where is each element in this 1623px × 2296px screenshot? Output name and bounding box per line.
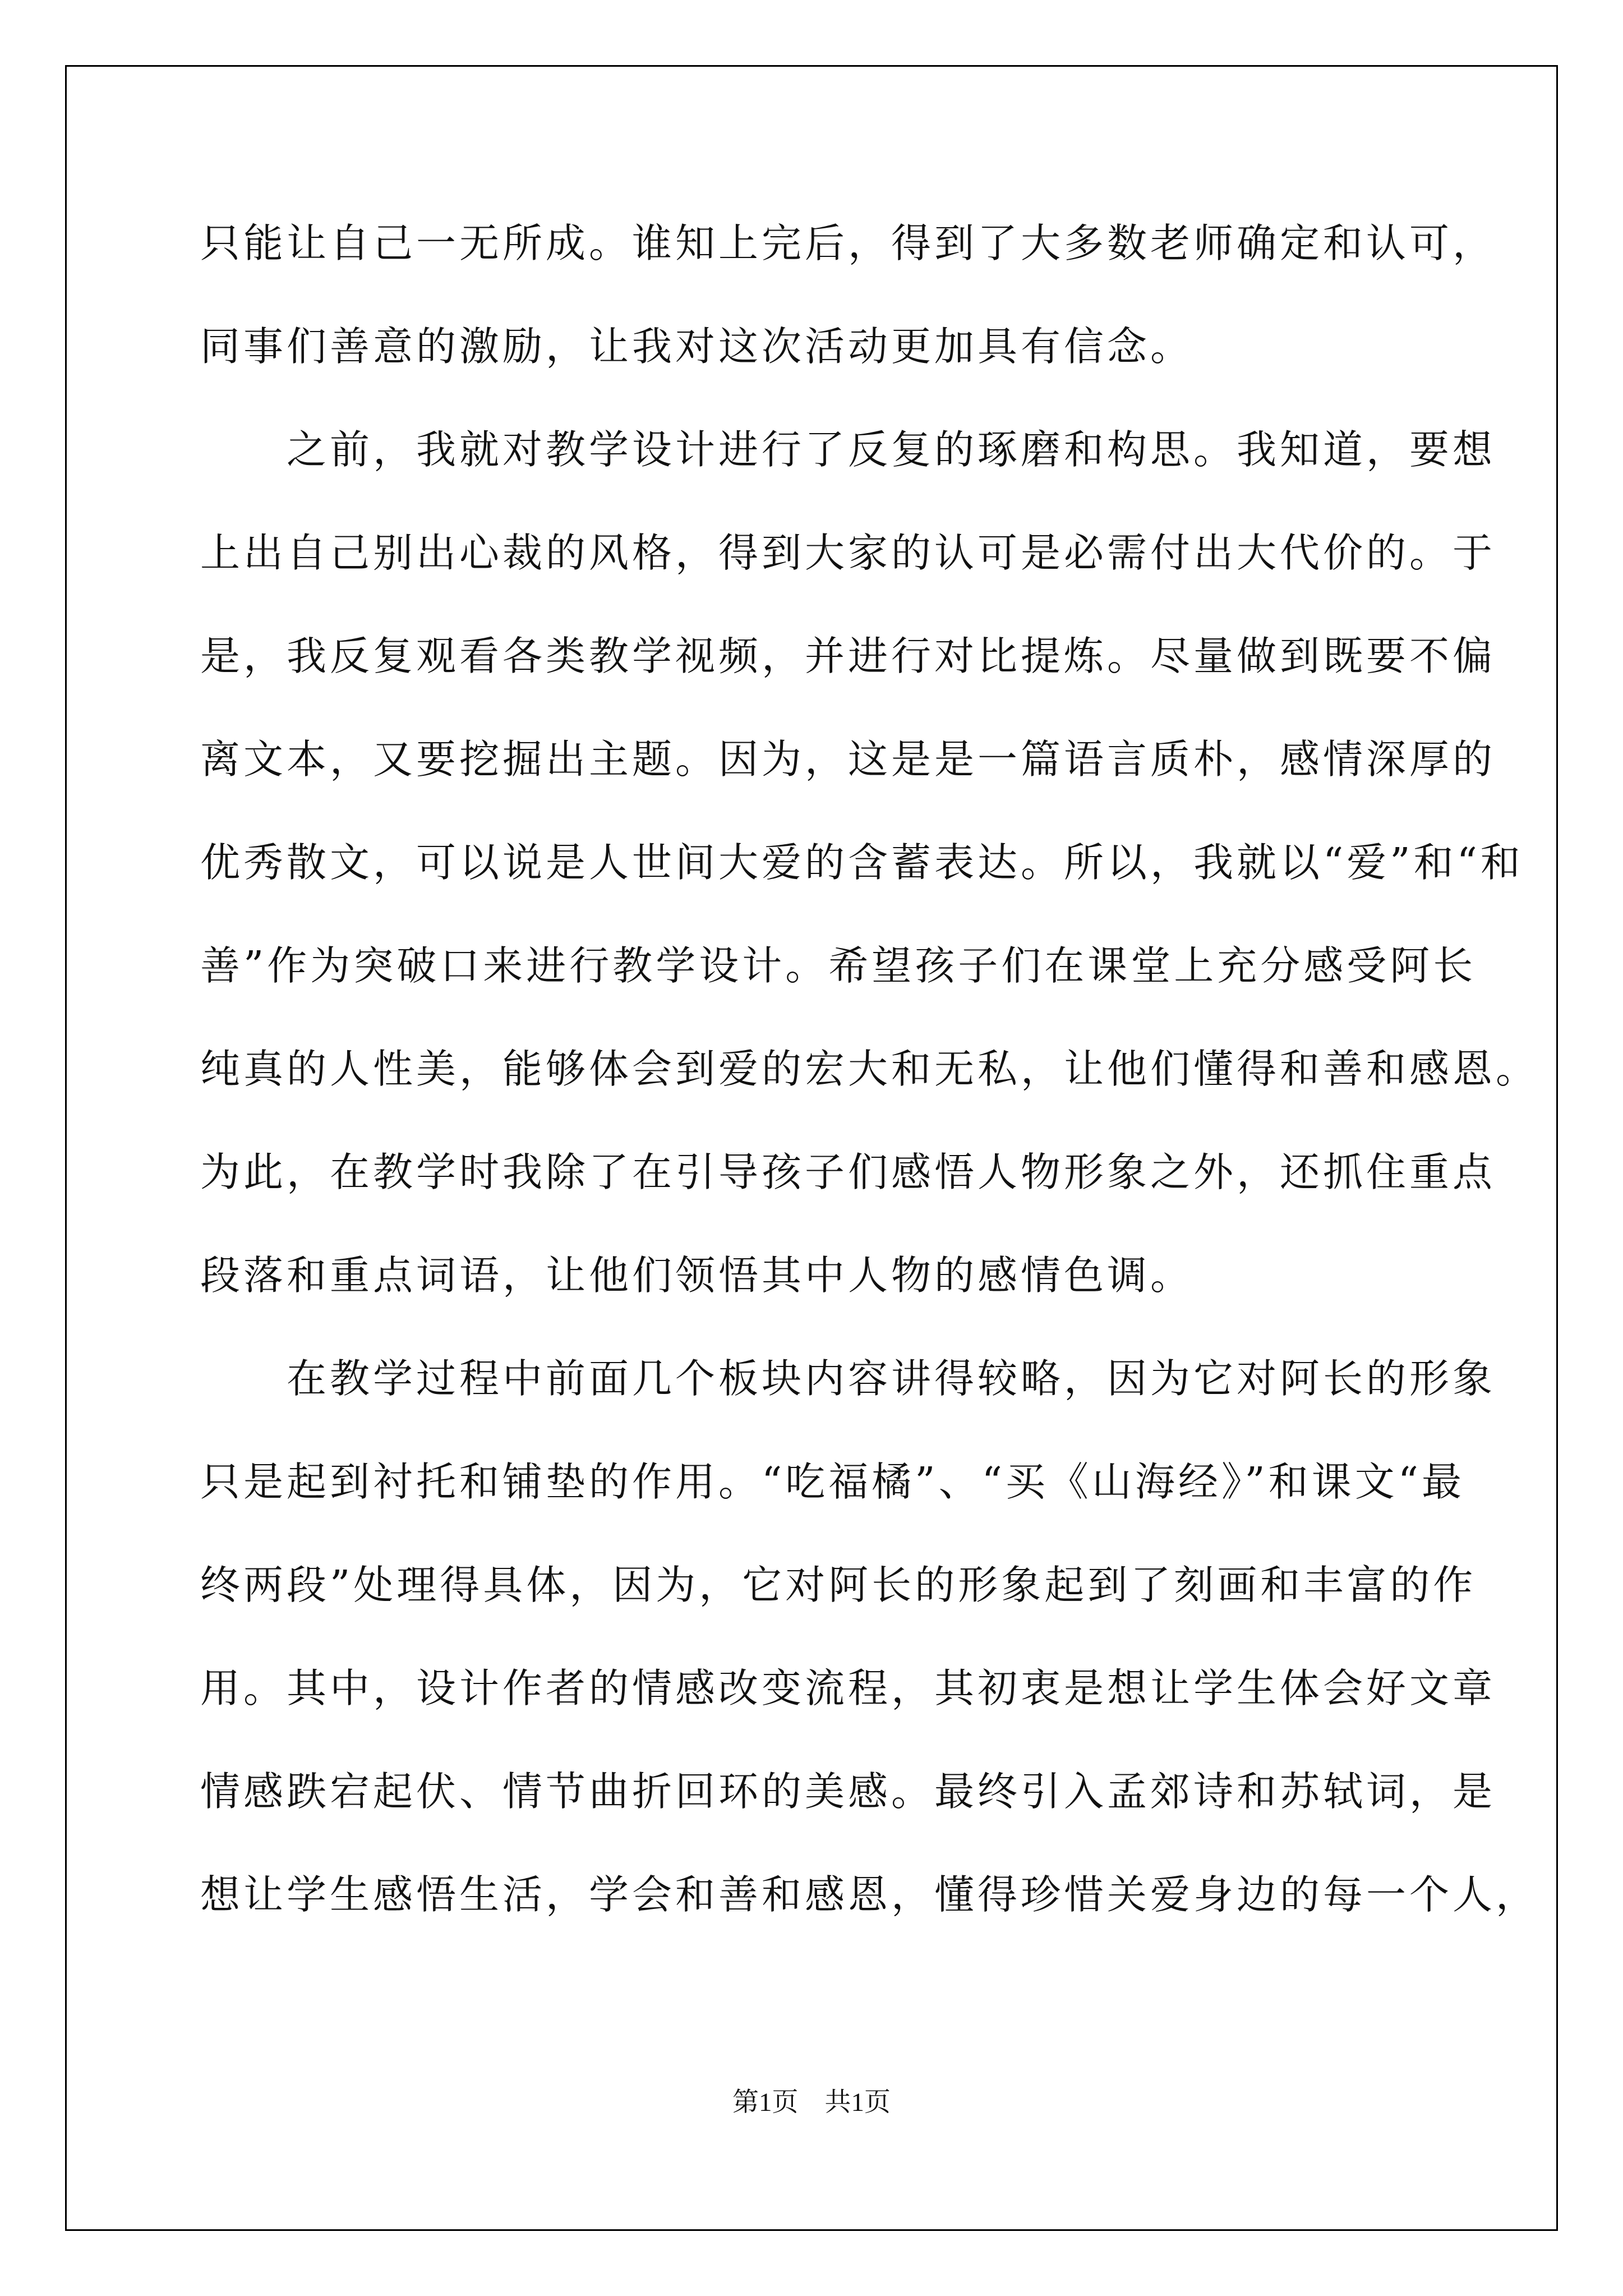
text-line: 只是起到衬托和铺垫的作用。“吃福橘”、“买《山海经》”和课文“最 xyxy=(200,1458,1465,1505)
page-footer: 第1页 共1页 xyxy=(732,2088,891,2117)
text-line: 上出自己别出心裁的风格，得到大家的认可是必需付出大代价的。于 xyxy=(200,530,1496,576)
text-line: 善”作为突破口来进行教学设计。希望孩子们在课堂上充分感受阿长 xyxy=(200,942,1477,989)
text-line: 纯真的人性美，能够体会到爱的宏大和无私，让他们懂得和善和感恩。 xyxy=(200,1046,1539,1092)
text-line: 优秀散文，可以说是人世间大爱的含蓄表达。所以，我就以“爱”和“和 xyxy=(200,839,1524,886)
text-line: 想让学生感悟生活，学会和善和感恩，懂得珍惜关爱身边的每一个人， xyxy=(200,1871,1539,1918)
text-line: 只能让自己一无所成。谁知上完后，得到了大多数老师确定和认可， xyxy=(200,220,1496,266)
text-line: 情感跌宕起伏、情节曲折回环的美感。最终引入孟郊诗和苏轼词，是 xyxy=(200,1768,1496,1815)
text-line: 段落和重点词语，让他们领悟其中人物的感情色调。 xyxy=(200,1252,1194,1299)
paragraph-first-line: 之前，我就对教学设计进行了反复的琢磨和构思。我知道，要想 xyxy=(287,426,1496,473)
text-line: 终两段”处理得具体，因为，它对阿长的形象起到了刻画和丰富的作 xyxy=(200,1562,1477,1608)
text-line: 是，我反复观看各类教学视频，并进行对比提炼。尽量做到既要不偏 xyxy=(200,633,1496,679)
text-line: 用。其中，设计作者的情感改变流程，其初衷是想让学生体会好文章 xyxy=(200,1665,1496,1711)
text-line: 同事们善意的激励，让我对这次活动更加具有信念。 xyxy=(200,323,1194,370)
document-body xyxy=(200,192,1539,1947)
paragraph-first-line: 在教学过程中前面几个板块内容讲得较略，因为它对阿长的形象 xyxy=(287,1355,1496,1402)
text-line: 离文本，又要挖掘出主题。因为，这是是一篇语言质朴，感情深厚的 xyxy=(200,736,1496,783)
text-line: 为此，在教学时我除了在引导孩子们感悟人物形象之外，还抓住重点 xyxy=(200,1149,1496,1195)
